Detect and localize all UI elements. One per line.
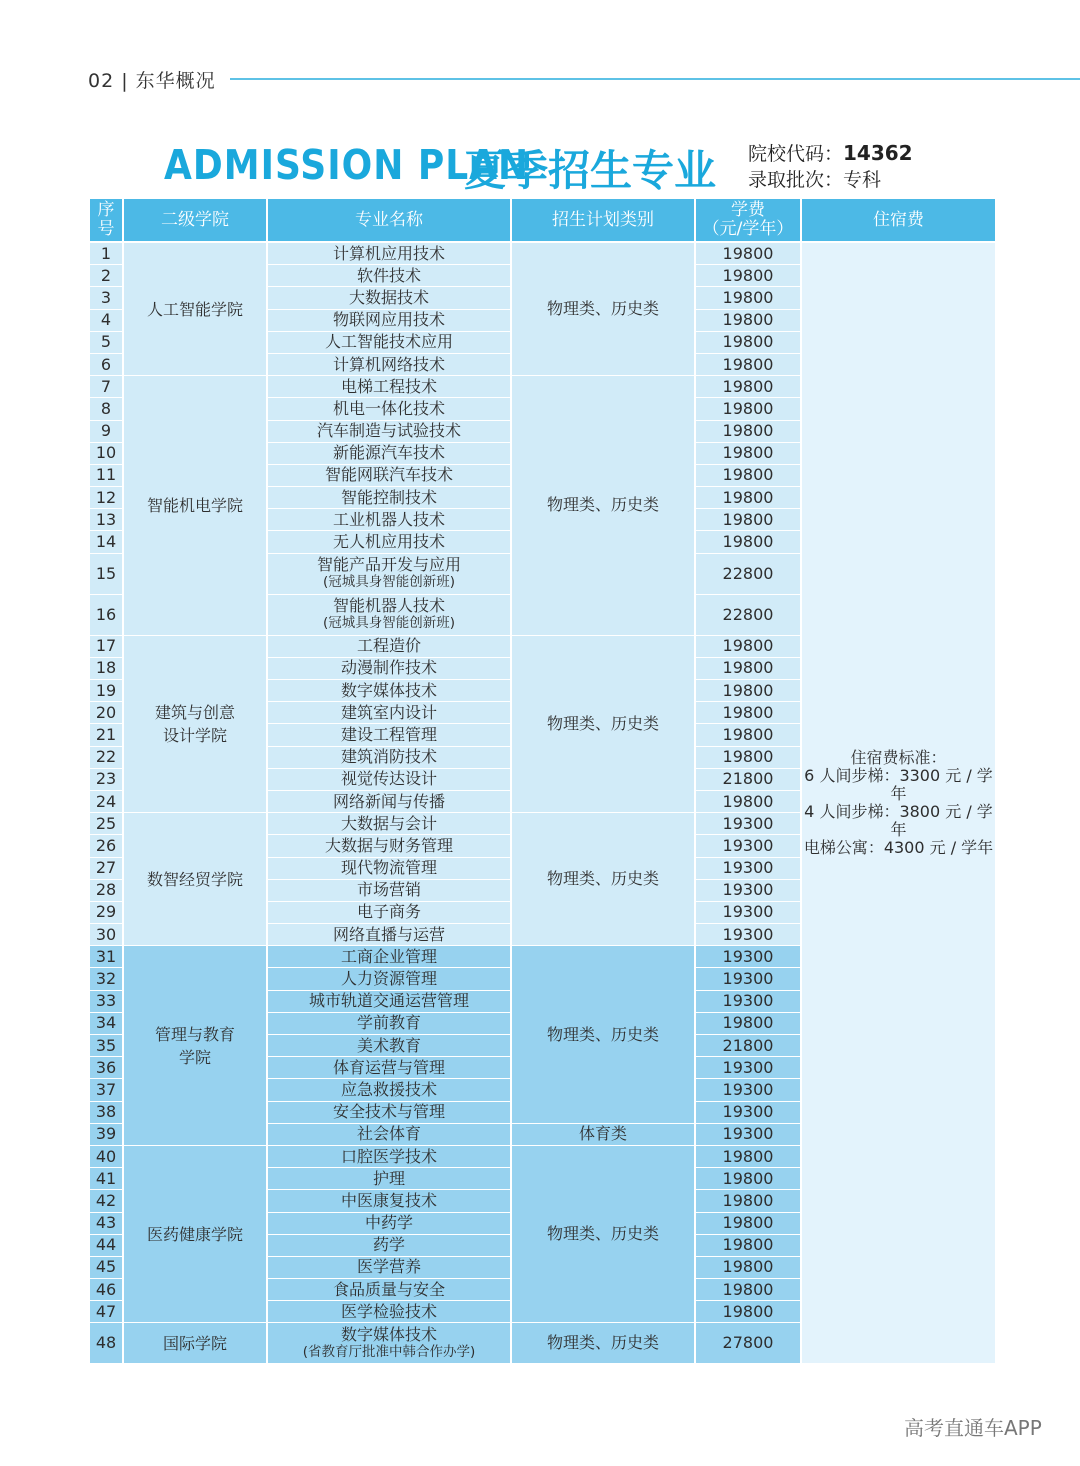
tuition-fee: 21800 <box>696 1035 800 1057</box>
row-index: 32 <box>90 968 122 990</box>
row-index: 2 <box>90 265 122 287</box>
row-index: 17 <box>90 636 122 658</box>
college-cell <box>124 376 266 636</box>
row-index: 48 <box>90 1323 122 1364</box>
major-name: 计算机网络技术 <box>268 354 510 376</box>
row-index: 1 <box>90 243 122 265</box>
major-name: 市场营销 <box>268 880 510 902</box>
major-name: 无人机应用技术 <box>268 531 510 553</box>
major-name: 人工智能技术应用 <box>268 332 510 354</box>
major-name: 网络新闻与传播 <box>268 791 510 813</box>
major-name: 人力资源管理 <box>268 968 510 990</box>
tuition-fee: 19300 <box>696 835 800 857</box>
tuition-fee: 19800 <box>696 265 800 287</box>
row-index: 34 <box>90 1013 122 1035</box>
school-info <box>748 140 913 193</box>
major-name: 建筑室内设计 <box>268 702 510 724</box>
college-name: 医药健康学院 <box>146 1224 243 1244</box>
category-cell: 物理类、历史类 <box>512 1323 694 1364</box>
row-index: 26 <box>90 835 122 857</box>
tuition-fee: 19300 <box>696 924 800 946</box>
row-index: 36 <box>90 1057 122 1079</box>
row-index: 38 <box>90 1102 122 1124</box>
college-name: 建筑与创意 <box>154 702 235 722</box>
tuition-fee: 27800 <box>696 1323 800 1364</box>
row-index: 5 <box>90 332 122 354</box>
tuition-fee: 19800 <box>696 747 800 769</box>
major-name: 视觉传达设计 <box>268 769 510 791</box>
row-index: 6 <box>90 354 122 376</box>
major-name: 大数据与会计 <box>268 813 510 835</box>
category-cell: 物理类、历史类 <box>512 946 694 1124</box>
major-name: 新能源汽车技术 <box>268 443 510 465</box>
tuition-fee: 19800 <box>696 724 800 746</box>
major-name: 智能机器人技术 (冠城具身智能创新班) <box>268 595 510 636</box>
major-name: 大数据与财务管理 <box>268 835 510 857</box>
row-index: 4 <box>90 310 122 332</box>
tuition-fee: 22800 <box>696 554 800 595</box>
college-name: 设计学院 <box>162 725 227 745</box>
major-name: 物联网应用技术 <box>268 310 510 332</box>
tuition-fee: 19800 <box>696 702 800 724</box>
row-index: 40 <box>90 1146 122 1168</box>
row-index: 27 <box>90 858 122 880</box>
row-index: 12 <box>90 487 122 509</box>
header-dorm: 住宿费 <box>802 199 995 243</box>
table-header-row <box>90 199 995 243</box>
tuition-fee: 19300 <box>696 1079 800 1101</box>
tuition-fee: 19300 <box>696 1102 800 1124</box>
tuition-fee: 21800 <box>696 769 800 791</box>
major-name: 汽车制造与试验技术 <box>268 421 510 443</box>
row-index: 11 <box>90 465 122 487</box>
row-index: 45 <box>90 1257 122 1279</box>
tuition-fee: 19800 <box>696 1279 800 1301</box>
row-index: 22 <box>90 747 122 769</box>
row-index: 24 <box>90 791 122 813</box>
row-index: 41 <box>90 1168 122 1190</box>
major-name: 城市轨道交通运营管理 <box>268 991 510 1013</box>
college-cell <box>124 946 266 1146</box>
dorm-fee-line: 电梯公寓：4300 元 / 学年 <box>803 838 994 858</box>
row-index: 30 <box>90 924 122 946</box>
dorm-fee-line: 6 人间步梯：3300 元 / 学年 <box>804 766 993 804</box>
school-code-value: 14362 <box>843 141 913 165</box>
tuition-fee: 19800 <box>696 354 800 376</box>
row-index: 21 <box>90 724 122 746</box>
header-index: 序 号 <box>90 199 122 243</box>
row-index: 19 <box>90 680 122 702</box>
college-cell <box>124 1323 266 1364</box>
tuition-fee: 19300 <box>696 880 800 902</box>
row-index: 8 <box>90 398 122 420</box>
major-name: 医学检验技术 <box>268 1301 510 1323</box>
row-index: 43 <box>90 1213 122 1235</box>
major-name: 应急救援技术 <box>268 1079 510 1101</box>
major-name: 动漫制作技术 <box>268 658 510 680</box>
major-name: 工商企业管理 <box>268 946 510 968</box>
tuition-fee: 19300 <box>696 946 800 968</box>
major-name: 大数据技术 <box>268 287 510 309</box>
major-name: 工程造价 <box>268 636 510 658</box>
tuition-fee: 19800 <box>696 1146 800 1168</box>
watermark: 高考直通车APP <box>904 1416 1042 1440</box>
row-index: 18 <box>90 658 122 680</box>
tuition-fee: 19300 <box>696 858 800 880</box>
tuition-fee: 19300 <box>696 813 800 835</box>
major-name: 电梯工程技术 <box>268 376 510 398</box>
tuition-fee: 19800 <box>696 1013 800 1035</box>
row-index: 33 <box>90 991 122 1013</box>
tuition-fee: 19800 <box>696 243 800 265</box>
tuition-fee: 19800 <box>696 310 800 332</box>
category-cell: 物理类、历史类 <box>512 813 694 946</box>
college-name: 智能机电学院 <box>146 495 243 515</box>
college-name: 国际学院 <box>162 1333 227 1353</box>
major-name: 现代物流管理 <box>268 858 510 880</box>
major-name: 建设工程管理 <box>268 724 510 746</box>
row-index: 7 <box>90 376 122 398</box>
major-note: (省教育厅批准中韩合作办学) <box>302 1343 476 1360</box>
tuition-fee: 19800 <box>696 1235 800 1257</box>
tuition-fee: 19300 <box>696 968 800 990</box>
category-cell: 物理类、历史类 <box>512 243 694 376</box>
dorm-fee-line: 4 人间步梯：3800 元 / 学年 <box>804 802 993 840</box>
admission-batch-label: 录取批次： <box>748 169 844 191</box>
row-index: 3 <box>90 287 122 309</box>
tuition-fee: 19800 <box>696 531 800 553</box>
major-name: 护理 <box>268 1168 510 1190</box>
major-name: 药学 <box>268 1235 510 1257</box>
row-index: 37 <box>90 1079 122 1101</box>
category-cell: 物理类、历史类 <box>512 1146 694 1324</box>
category-cell: 物理类、历史类 <box>512 636 694 814</box>
title-chinese: 夏季招生专业 <box>464 146 717 195</box>
college-name: 数智经贸学院 <box>146 869 243 889</box>
school-code-label: 院校代码： <box>748 143 844 165</box>
admission-plan-table <box>88 199 997 1364</box>
college-cell <box>124 243 266 376</box>
tuition-fee: 22800 <box>696 595 800 636</box>
tuition-fee: 19800 <box>696 487 800 509</box>
row-index: 46 <box>90 1279 122 1301</box>
header-college: 二级学院 <box>124 199 266 243</box>
major-name: 机电一体化技术 <box>268 398 510 420</box>
table-body <box>90 243 995 1364</box>
header-tuition: 学费 （元/学年） <box>696 199 800 243</box>
major-name: 工业机器人技术 <box>268 509 510 531</box>
tuition-fee: 19800 <box>696 376 800 398</box>
row-index: 44 <box>90 1235 122 1257</box>
college-cell <box>124 1146 266 1324</box>
major-name: 中医康复技术 <box>268 1190 510 1212</box>
tuition-fee: 19300 <box>696 1057 800 1079</box>
college-cell <box>124 813 266 946</box>
college-name: 人工智能学院 <box>146 299 243 319</box>
table-row <box>90 243 995 265</box>
tuition-fee: 19300 <box>696 991 800 1013</box>
major-name: 智能网联汽车技术 <box>268 465 510 487</box>
tuition-fee: 19800 <box>696 332 800 354</box>
tuition-fee: 19800 <box>696 1168 800 1190</box>
college-name: 学院 <box>178 1047 211 1067</box>
dorm-fee-cell <box>802 243 995 1364</box>
major-name: 软件技术 <box>268 265 510 287</box>
tuition-fee: 19800 <box>696 398 800 420</box>
category-cell: 体育类 <box>512 1124 694 1146</box>
row-index: 16 <box>90 595 122 636</box>
admission-batch <box>748 167 913 193</box>
row-index: 28 <box>90 880 122 902</box>
tuition-fee: 19300 <box>696 902 800 924</box>
major-note: (冠城具身智能创新班) <box>322 574 456 591</box>
tuition-fee: 19800 <box>696 1190 800 1212</box>
tuition-fee: 19800 <box>696 443 800 465</box>
row-index: 23 <box>90 769 122 791</box>
college-cell <box>124 636 266 814</box>
row-index: 13 <box>90 509 122 531</box>
row-index: 35 <box>90 1035 122 1057</box>
major-name: 计算机应用技术 <box>268 243 510 265</box>
header-major: 专业名称 <box>268 199 510 243</box>
category-cell: 物理类、历史类 <box>512 376 694 636</box>
major-name: 口腔医学技术 <box>268 1146 510 1168</box>
college-name: 管理与教育 <box>154 1024 235 1044</box>
tuition-fee: 19300 <box>696 1124 800 1146</box>
tuition-fee: 19800 <box>696 509 800 531</box>
dorm-fee-title: 住宿费标准： <box>850 748 947 768</box>
major-note: (冠城具身智能创新班) <box>322 615 456 632</box>
page-header <box>88 66 1080 92</box>
row-index: 15 <box>90 554 122 595</box>
tuition-fee: 19800 <box>696 1213 800 1235</box>
tuition-fee: 19800 <box>696 636 800 658</box>
school-code <box>748 140 913 167</box>
tuition-fee: 19800 <box>696 421 800 443</box>
row-index: 42 <box>90 1190 122 1212</box>
major-name: 建筑消防技术 <box>268 747 510 769</box>
major-name: 体育运营与管理 <box>268 1057 510 1079</box>
tuition-fee: 19800 <box>696 465 800 487</box>
admission-batch-value: 专科 <box>843 169 882 191</box>
major-name: 学前教育 <box>268 1013 510 1035</box>
header-divider <box>230 78 1080 80</box>
title-english: ADMISSION PLAN <box>164 142 530 190</box>
page-label: 02 | 东华概况 <box>88 69 216 92</box>
row-index: 29 <box>90 902 122 924</box>
row-index: 25 <box>90 813 122 835</box>
tuition-fee: 19800 <box>696 791 800 813</box>
major-name: 电子商务 <box>268 902 510 924</box>
major-name: 数字媒体技术 (省教育厅批准中韩合作办学) <box>268 1323 510 1364</box>
row-index: 39 <box>90 1124 122 1146</box>
major-name: 数字媒体技术 <box>268 680 510 702</box>
row-index: 47 <box>90 1301 122 1323</box>
tuition-fee: 19800 <box>696 658 800 680</box>
row-index: 14 <box>90 531 122 553</box>
major-name: 智能控制技术 <box>268 487 510 509</box>
major-name: 网络直播与运营 <box>268 924 510 946</box>
row-index: 31 <box>90 946 122 968</box>
row-index: 9 <box>90 421 122 443</box>
major-name: 食品质量与安全 <box>268 1279 510 1301</box>
row-index: 10 <box>90 443 122 465</box>
tuition-fee: 19800 <box>696 680 800 702</box>
major-name: 医学营养 <box>268 1257 510 1279</box>
major-name: 社会体育 <box>268 1124 510 1146</box>
major-name: 中药学 <box>268 1213 510 1235</box>
tuition-fee: 19800 <box>696 1257 800 1279</box>
row-index: 20 <box>90 702 122 724</box>
header-category: 招生计划类别 <box>512 199 694 243</box>
major-name: 美术教育 <box>268 1035 510 1057</box>
tuition-fee: 19800 <box>696 1301 800 1323</box>
major-name: 智能产品开发与应用 (冠城具身智能创新班) <box>268 554 510 595</box>
tuition-fee: 19800 <box>696 287 800 309</box>
major-name: 安全技术与管理 <box>268 1102 510 1124</box>
